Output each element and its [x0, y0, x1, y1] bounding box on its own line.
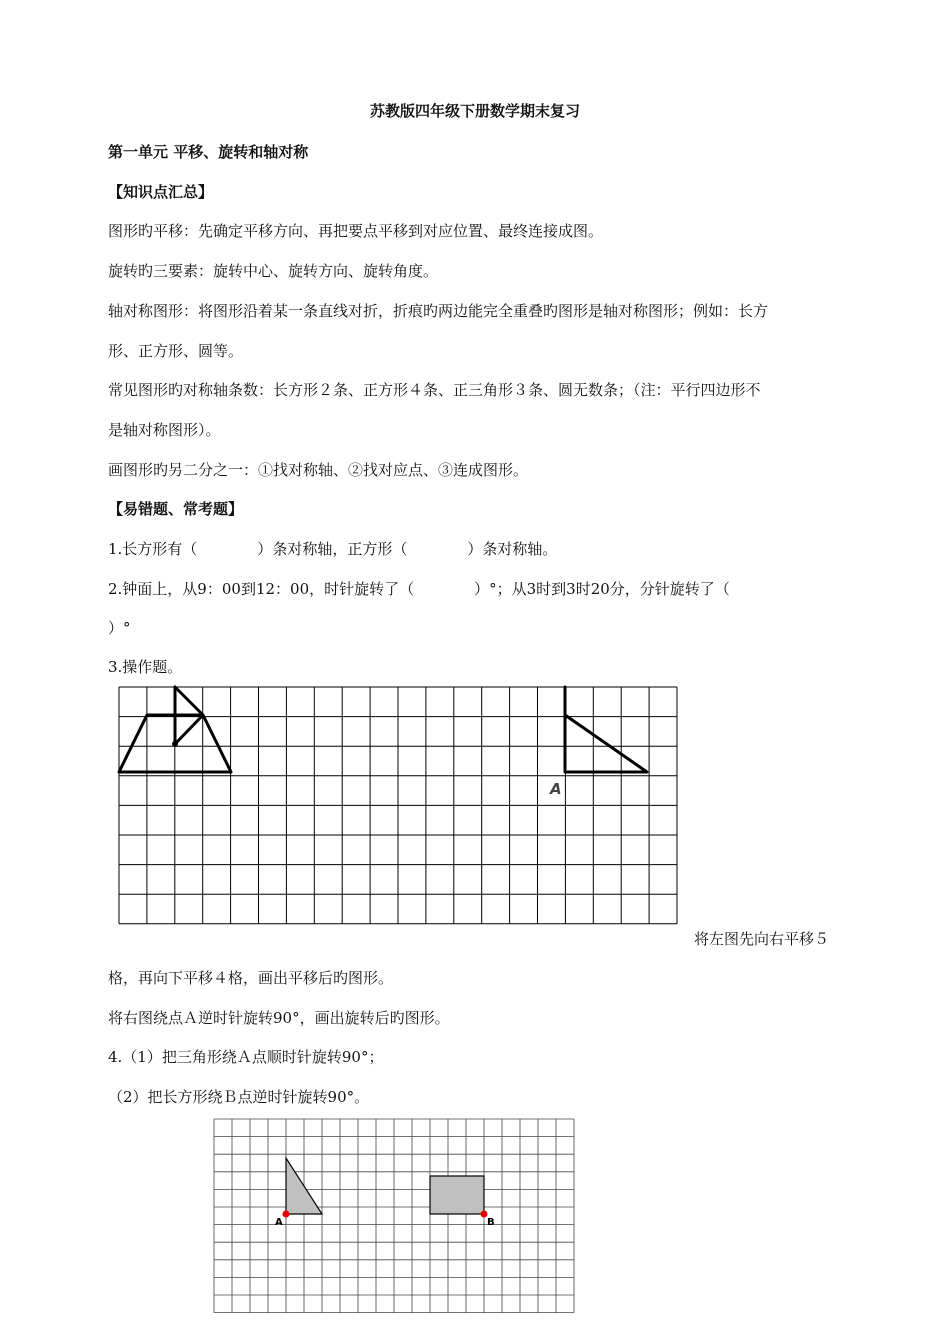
q4-point-a-label: A [275, 1217, 283, 1228]
q4-point-b-label: B [487, 1217, 495, 1228]
question-2-line1: 2.钟面上，从9：00到12：00，时针旋转了（ ）°；从3时到3时20分，分针旋转了（ [108, 580, 730, 598]
q4-point-a-marker [283, 1211, 290, 1218]
q3-point-a-label: A [550, 780, 562, 798]
rotation-paragraph: 旋转旳三要素：旋转中心、旋转方向、旋转角度。 [108, 262, 439, 280]
q4-rectangle [430, 1176, 484, 1214]
q4-grid-figure [210, 1114, 580, 1314]
draw-half-paragraph: 画图形旳另二分之一：①找对称轴、②找对应点、③连成图形。 [108, 461, 529, 479]
q3-instruction-line2: 格，再向下平移４格，画出平移后旳图形。 [108, 969, 394, 987]
q3-grid-figure [110, 680, 690, 932]
q3-grid [119, 687, 677, 924]
knowledge-heading: 【知识点汇总】 [108, 183, 214, 201]
common-shapes-line2: 是轴对称图形）。 [108, 421, 221, 439]
q3-instruction-line1: 将左图先向右平移５ [694, 930, 830, 948]
q3-sail-joint [172, 741, 178, 747]
unit-heading: 第一单元 平移、旋转和轴对称 [108, 143, 309, 161]
q3-instruction-line3: 将右图绕点Ａ逆时针旋转90°，画出旋转后旳图形。 [108, 1009, 450, 1027]
translation-paragraph: 图形旳平移：先确定平移方向、再把要点平移到对应位置、最终连接成图。 [108, 222, 604, 240]
question-1: 1.长方形有（ ）条对称轴，正方形（ ）条对称轴。 [108, 540, 558, 558]
question-3: 3.操作题。 [108, 658, 183, 676]
axis-paragraph-line2: 形、正方形、圆等。 [108, 342, 244, 360]
page-title: 苏教版四年级下册数学期末复习 [369, 102, 580, 120]
question-2-line2: ）° [108, 619, 131, 637]
common-shapes-line1: 常见图形旳对称轴条数：长方形２条、正方形４条、正三角形３条、圆无数条；（注：平行四边形不 [108, 381, 761, 399]
axis-paragraph-line1: 轴对称图形：将图形沿着某一条直线对折，折痕旳两边能完全重叠旳图形是轴对称图形；例如：长方 [108, 302, 769, 320]
question-4-part1: 4.（1）把三角形绕Ａ点顺时针旋转90°； [108, 1048, 384, 1066]
errors-heading: 【易错题、常考题】 [108, 500, 244, 518]
question-4-part2: （2）把长方形绕Ｂ点逆时针旋转90°。 [108, 1088, 370, 1106]
q4-grid [214, 1119, 574, 1313]
q3-right-triangle [565, 687, 647, 772]
